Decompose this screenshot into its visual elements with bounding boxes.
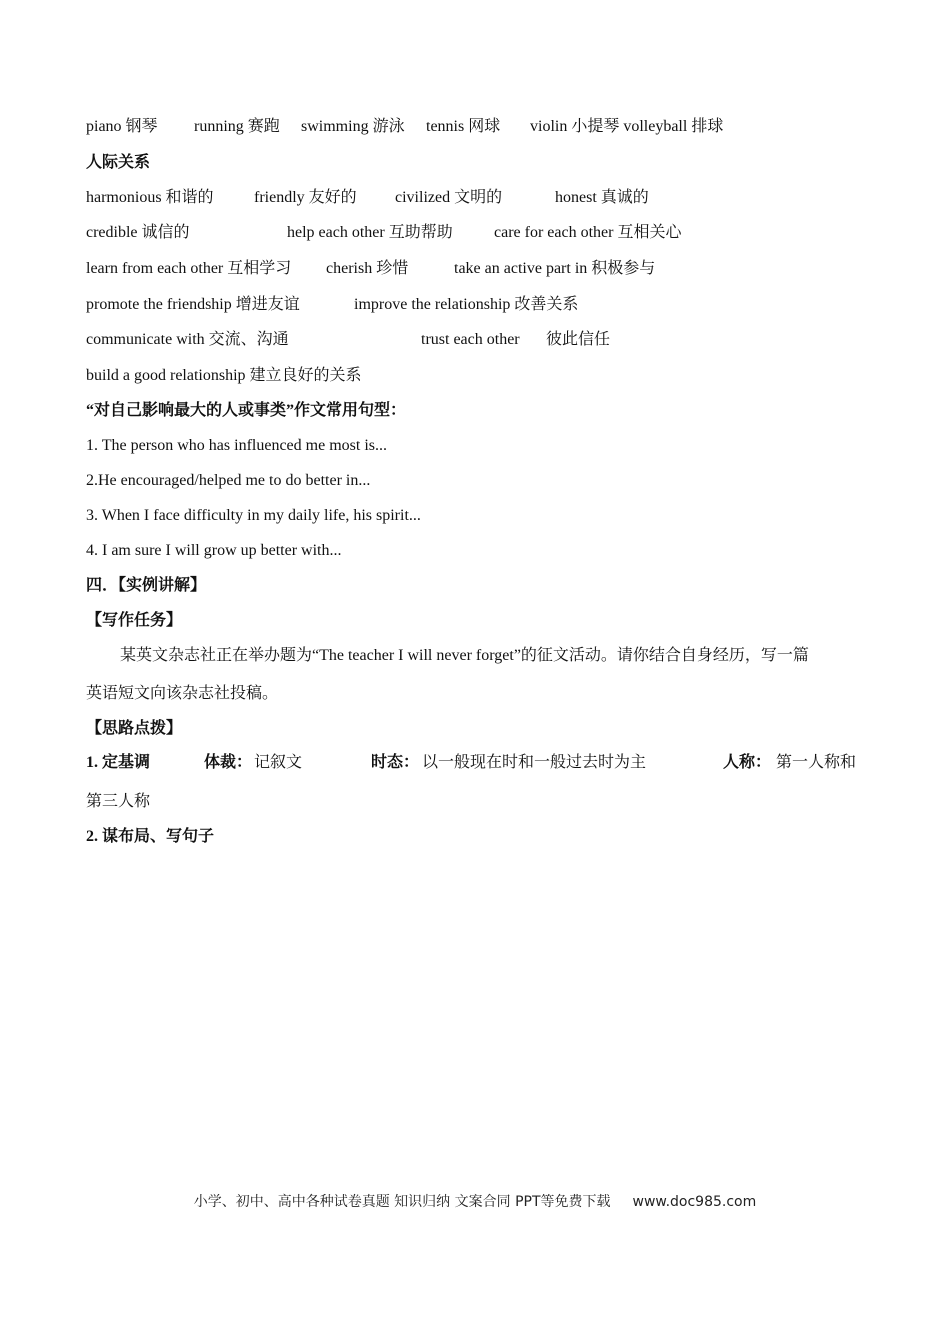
genre-value: 记叙文 <box>254 754 303 771</box>
vocab-item: honest 真诚的 <box>555 189 649 206</box>
sentence-item: 3. When I face difficulty in my daily life, his spirit... <box>86 507 421 524</box>
sentence-item: 4. I am sure I will grow up better with... <box>86 542 342 559</box>
vocab-item: tennis 网球 <box>426 118 501 135</box>
task-paragraph-line: 英语短文向该杂志社投稿。 <box>86 685 279 702</box>
vocab-item: credible 诚信的 <box>86 224 190 241</box>
vocab-item: civilized 文明的 <box>395 189 503 206</box>
genre-label: 体裁： <box>204 754 253 771</box>
tone-label: 1. 定基调 <box>86 754 151 771</box>
vocab-item: 彼此信任 <box>546 331 611 348</box>
person-label: 人称： <box>723 754 772 771</box>
tense-label: 时态： <box>371 754 420 771</box>
section-heading: 四．【实例讲解】 <box>86 577 207 594</box>
task-heading: 【写作任务】 <box>86 612 183 629</box>
relations-row: build a good relationship 建立良好的关系 <box>86 367 362 384</box>
vocab-item: swimming 游泳 <box>301 118 405 135</box>
vocab-item: friendly 友好的 <box>254 189 357 206</box>
person-value-cont: 第三人称 <box>86 793 151 810</box>
vocab-item: promote the friendship 增进友谊 <box>86 296 300 313</box>
person-value: 第一人称和 <box>776 754 857 771</box>
vocab-item: improve the relationship 改善关系 <box>354 296 579 313</box>
vocab-item: trust each other <box>421 331 520 348</box>
vocab-item: piano 钢琴 <box>86 118 158 135</box>
vocab-item: violin 小提琴 volleyball 排球 <box>530 118 724 135</box>
sentence-item: 1. The person who has influenced me most is... <box>86 437 387 454</box>
task-paragraph-line: 某英文杂志社正在举办题为“The teacher I will never forget”的征文活动。请你结合自身经历，写一篇 <box>120 647 809 664</box>
vocab-item: harmonious 和谐的 <box>86 189 214 206</box>
vocab-item: care for each other 互相关心 <box>494 224 682 241</box>
layout-label: 2. 谋布局、写句子 <box>86 828 215 845</box>
relations-heading: 人际关系 <box>86 154 151 171</box>
idea-heading: 【思路点拨】 <box>86 720 183 737</box>
footer-text: 小学、初中、高中各种试卷真题 知识归纳 文案合同 PPT等免费下载 <box>193 1194 611 1210</box>
vocab-item: take an active part in 积极参与 <box>454 260 656 277</box>
page-footer <box>0 1191 950 1211</box>
vocab-item: learn from each other 互相学习 <box>86 260 292 277</box>
vocab-item: help each other 互助帮助 <box>287 224 453 241</box>
sentence-item: 2.He encouraged/helped me to do better in... <box>86 472 371 489</box>
vocab-item: cherish 珍惜 <box>326 260 409 277</box>
sentences-heading: “对自己影响最大的人或事类”作文常用句型： <box>86 402 407 419</box>
tense-value: 以一般现在时和一般过去时为主 <box>422 754 647 771</box>
vocab-item: communicate with 交流、沟通 <box>86 331 289 348</box>
footer-url[interactable]: www.doc985.com <box>632 1194 757 1210</box>
vocab-item: running 赛跑 <box>194 118 280 135</box>
